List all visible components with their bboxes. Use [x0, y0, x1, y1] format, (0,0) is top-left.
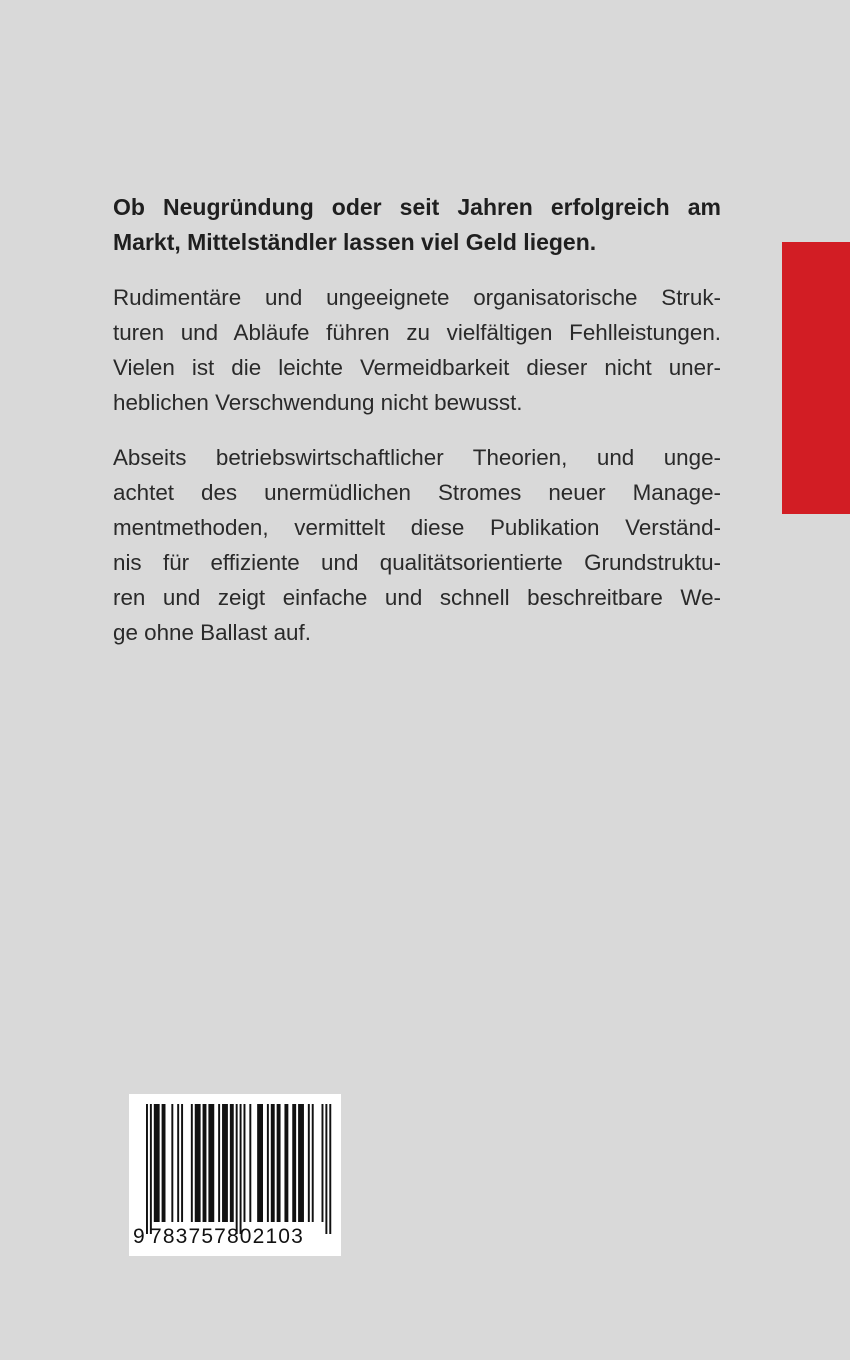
barcode-bar [277, 1104, 281, 1222]
isbn-first-digit: 9 [133, 1225, 145, 1248]
blurb-text [113, 190, 721, 670]
barcode-bar [312, 1104, 314, 1222]
paragraph-line: ren und zeigt einfache und schnell beschreitbare We- [113, 585, 721, 610]
paragraph-line: mentmethoden, vermittelt diese Publikation Verständ- [113, 515, 721, 540]
lead-statement [113, 190, 721, 260]
barcode-bar [257, 1104, 263, 1222]
barcode-bar [208, 1104, 214, 1222]
barcode-bar [154, 1104, 160, 1222]
barcode-bar [177, 1104, 179, 1222]
barcode-bar [218, 1104, 220, 1222]
paragraph-1 [113, 280, 721, 420]
red-accent-bar [782, 242, 850, 514]
paragraph-line: Vielen ist die leichte Vermeidbarkeit dieser nicht uner- [113, 355, 721, 380]
barcode-guard-bar [329, 1104, 331, 1234]
isbn-remaining-digits: 783757802103 [150, 1225, 304, 1248]
barcode-bar [284, 1104, 288, 1222]
barcode-bar [322, 1104, 324, 1222]
barcode-bar [203, 1104, 207, 1222]
barcode-bar [267, 1104, 269, 1222]
barcode-guard-bar [150, 1104, 152, 1234]
barcode-guard-bar [325, 1104, 327, 1234]
barcode-guard-bar [240, 1104, 242, 1234]
barcode-bar [171, 1104, 173, 1222]
paragraph-line: Rudimentäre und ungeeignete organisatorische Struk- [113, 285, 721, 310]
barcode-bar [308, 1104, 310, 1222]
barcode-guard-bar [146, 1104, 148, 1234]
barcode-bar [244, 1104, 246, 1222]
paragraph-line: turen und Abläufe führen zu vielfältigen Fehlleistungen. [113, 320, 721, 345]
barcode-bar [230, 1104, 234, 1222]
barcode-bar [292, 1104, 296, 1222]
paragraph-line: ge ohne Ballast auf. [113, 620, 311, 645]
barcode-bar [249, 1104, 251, 1222]
paragraph-line: nis für effiziente und qualitätsorientierte Grundstruktu- [113, 550, 721, 575]
barcode-bar [191, 1104, 193, 1222]
barcode-bar [162, 1104, 166, 1222]
barcode-bar [222, 1104, 228, 1222]
lead-line: Markt, Mittelständler lassen viel Geld liegen. [113, 229, 597, 255]
paragraph-2 [113, 440, 721, 650]
barcode-bar [195, 1104, 201, 1222]
lead-line: Ob Neugründung oder seit Jahren erfolgreich am [113, 194, 721, 220]
barcode-guard-bar [236, 1104, 238, 1234]
barcode-bar [271, 1104, 275, 1222]
paragraph-line: heblichen Verschwendung nicht bewusst. [113, 390, 523, 415]
barcode-bar [181, 1104, 183, 1222]
paragraph-line: achtet des unermüdlichen Stromes neuer Manage- [113, 480, 721, 505]
isbn-barcode [129, 1094, 341, 1256]
paragraph-line: Abseits betriebswirtschaftlicher Theorien, und unge- [113, 445, 721, 470]
barcode-bar [298, 1104, 304, 1222]
